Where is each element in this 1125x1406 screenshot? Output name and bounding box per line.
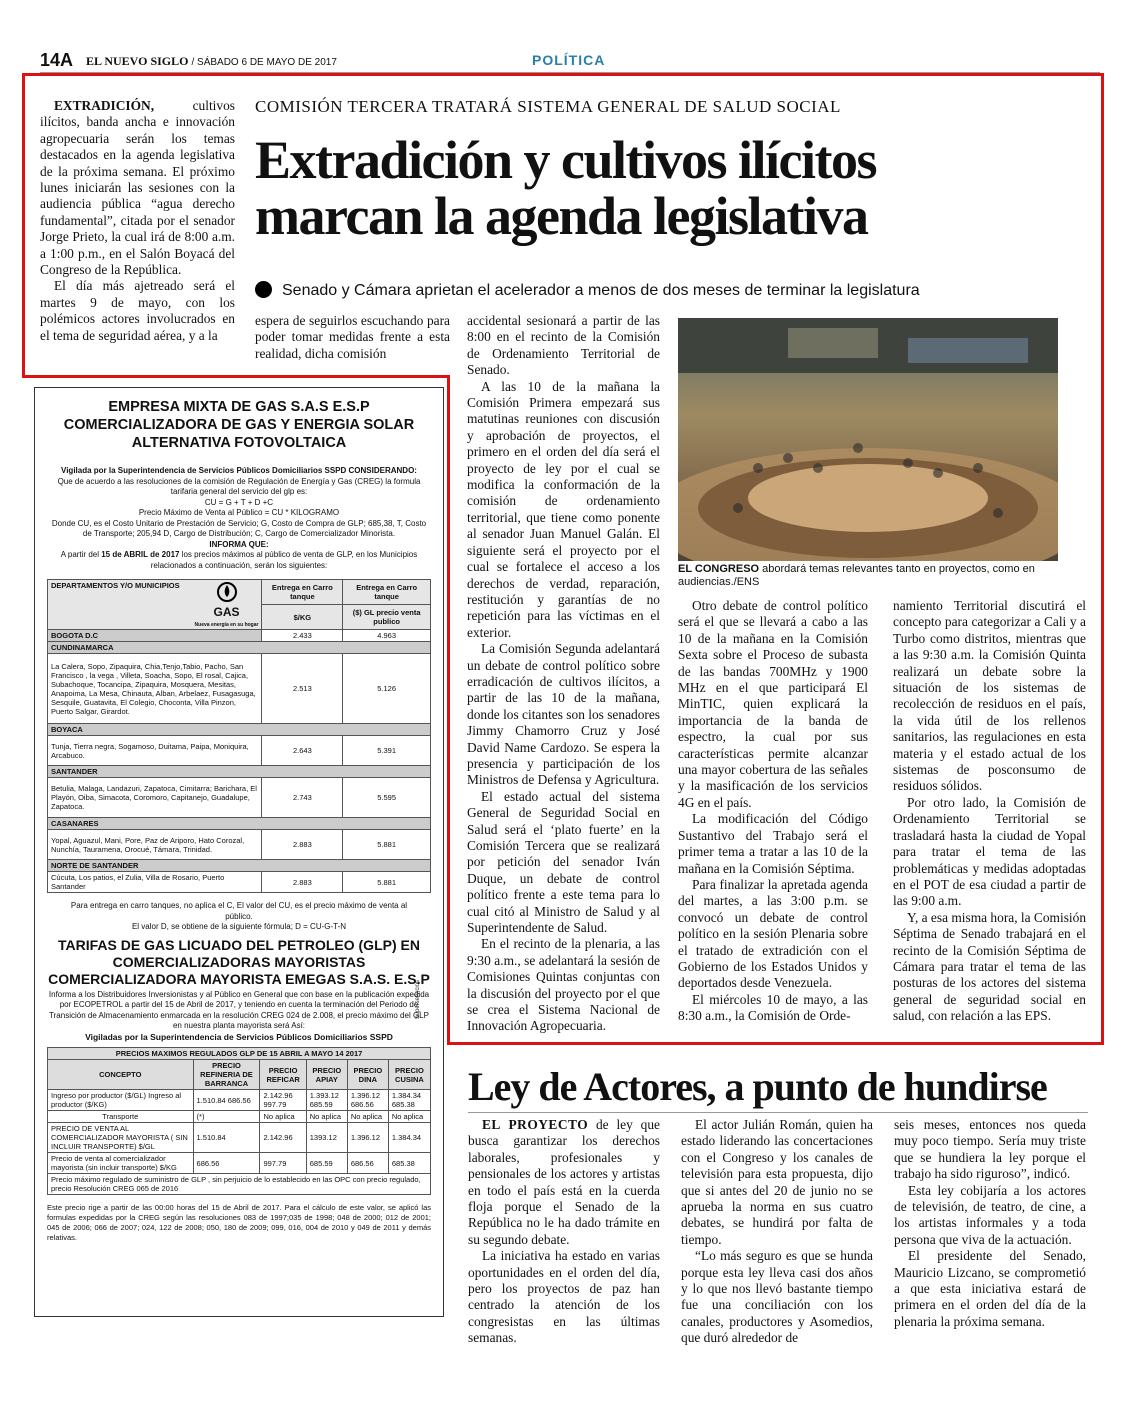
article-col-2: espera de seguirlos escuchando para poder tomar medidas frente a esta realidad, dicha comisión [255, 313, 450, 361]
gas-advertisement [34, 387, 444, 1317]
article2-col-1: EL PROYECTO de ley que busca garantizar los derechos laborales, profesionales y pensionales de los actores y artistas en todo el país está en la cuerda floja porque el Senado de la República no le ha dado trámite en su segundo debate. La iniciativa ha estado en varias oportunidades en el orden del día, pero los proyectos de paz han centrado la atención de los congresistas en las últimas semanas. [468, 1117, 660, 1346]
ad-title: EMPRESA MIXTA DE GAS S.A.S E.S.P COMERCIALIZADORA DE GAS Y ENERGIA SOLAR ALTERNATIVA FOTOVOLTAICA [63, 399, 415, 451]
ad-intro: Vigilada por la Superintendencia de Servicios Públicos Domiciliarios SSPD CONSIDERANDO: Que de acuerdo a las resoluciones de la comisión de Regulación de Energía y Gas (CREG) la formula tarifaria general del servicio del glp es: CU = G + T + D +C Precio Máximo de Venta al Público = CU * KILOGRAMO Donde CU, es el Costo Unitario de Prestación de Servicio; G, Costo de Compra de GLP; 685,38, T, Costo de Transporte; 205,94 D, Cargo de Distribución; C, Cargo de Comercializador Minorista. INFORMA QUE: A partir del 15 de ABRIL de 2017 los precios máximos al público de venta de GLP, en los Municipios relacionados a continuación, serán los siguientes: [51, 466, 427, 570]
highlight-frame-mid [447, 375, 450, 1045]
superservicios-logo: Superservicios [415, 980, 421, 1020]
ad-bottom-note: Este precio rige a partir de las 00:00 horas del 15 de Abril de 2017. Para el cálculo de este valor, se aplicó las formulas expedidas por la CREG según las resoluciones 083 de 1997;035 de 1998; 048 de 2000; 012 de 2001; 045 de 2006; 066 de 2007; 024, 122 de 2008; 050, 180 de 2009; 099, 016, 004 de 2010 y 049 de 2011 y demás relativas. [47, 1203, 431, 1242]
article-headline: Extradición y cultivos ilícitos marcan la agenda legislativa [255, 130, 876, 246]
article-col-3: accidental sesionará a partir de las 8:00 en el recinto de la Comisión de Ordenamiento Territorial de Senado. A las 10 de la mañana la Comisión Primera empezará sus matutinas reuniones con discusión y aprobación de proyectos, el primero en el orden del día será el proyecto de ley por el cual se modifica la conformación de la comisión de ordenamiento territorial, que tiene como ponente al senador Juan Manuel Galán. El siguiente será el proyecto por el cual se fortalece el acceso a los derechos de verdad, reparación, restitución y garantías de no repetición para las víctimas en el exterior. La Comisión Segunda adelantará un debate de control político sobre erradicación de cultivos ilícitos, a partir de las 10 de la mañana, donde los citantes son los senadores Jimmy Chamorro Cruz y José David Name Cardozo. Se espera la presencia y participación de los Ministros de Defensa y Agricultura. El estado actual del sistema General de Seguridad Social en Salud será el ‘plato fuerte’ en la Comisión Tercera que se realizará por petición del senador Iván Duque, un debate de control político frente a este tema para lo cual citó al Ministro de Salud y al Superintendente de Salud. En el recinto de la plenaria, a las 9:30 a.m., se adelantará la sesión de Comisiones Quintas conjuntas con la discusión del proyecto por el que se crea el Sistema Nacional de Innovación Agropecuaria. [467, 313, 661, 1034]
highlight-frame-right [1101, 375, 1104, 1045]
ad-notes: Para entrega en carro tanques, no aplica el C, El valor del CU, es el precio máximo de venta al público. El valor D, se obtiene de la siguiente fórmula; D = CU-G-T-N [70, 901, 408, 931]
article-subhead: Senado y Cámara aprietan el acelerador a menos de dos meses de terminar la legislatura [255, 281, 1055, 300]
price-table-1: DEPARTAMENTOS Y/O MUNICIPIOS GAS Nueva energía en su hogar Entrega en Carro tanque Entrega en Carro tanque $/KG ($) GL precio venta publico BOGOTA D.C 2.433 4.963 CUNDINAMARCA La Calera, Sopo, Zipaquira, Chia,Tenjo,Tabio, Pacho, San Francisco , la vega , Villeta, Soacha, Sopo, El rosal, Cajica, Subachoque, Tocancipa, Zipaquira, Mosquera, Mesitas, Anapoima, La Mesa, Chinauta, Alban, Arbelaez, Fusagasuga, Sesquile, Guatavita, El Colegio, Choconta, Villa Pinzon, Puerto Salgar, Girardot. 2.513 5.126 BOYACA Tunja, Tierra negra, Sogamoso, Duitama, Paipa, Moniquira, Arcabuco. 2.643 5.391 SANTANDER Betulia, Malaga, Landazuri, Zapatoca, Cimitarra; Barichara, El Playón, Oiba, Simacota, Coromoro, Capitanejo, Guadalupe, Zapatoca. 2.743 5.595 CASANARES Yopal, Aguazul, Mani, Pore, Paz de Ariporo, Hato Corozal, Nunchía, Tauramena, Orocué, Támara, Trinidad. 2.883 5.881 NORTE DE SANTANDER Cúcuta, Los patios, el Zulia, Villa de Rosario, Puerto Santander 2.883 5.881 [47, 579, 431, 893]
highlight-frame-bottom-left [22, 375, 450, 378]
article2-headline: Ley de Actores, a punto de hundirse [468, 1064, 1047, 1109]
ad-ecopetrol-text: Informa a los Distribuidores Inversionistas y al Público en General que con base en la publicación expedida por ECOPETROL a partir del 15 de Abril de 2017, y teniendo en cuenta la terminación del Periodo de Transición de Almacenamiento enmarcada en la resolución CREG 024 de 2.008, el precio máximo del GLP en nuestra planta mayorista será Así: Vigiladas por la Superintendencia de Servicios Públicos Domiciliarios SSPD [48, 989, 430, 1042]
article2-col-3: seis meses, entonces nos queda muy poco tiempo. Sería muy triste que se hundiera la ley porque el trabajo ha sido riguroso”, indicó. Esta ley cobijaría a los actores de televisión, de teatro, de cine, a los artistas informales y a toda persona que viva de la actuación. El presidente del Senado, Mauricio Lizcano, se comprometió a que esta iniciativa estará de primera en el orden del día de la plenaria la próxima semana. [894, 1117, 1086, 1329]
article-kicker: COMISIÓN TERCERA TRATARÁ SISTEMA GENERAL DE SALUD SOCIAL [255, 97, 841, 116]
article-col-1: EXTRADICIÓN, cultivos ilícitos, banda ancha e innovación agropecuaria serán los temas destacados en la agenda legislativa de la próxima semana. El próximo lunes iniciarán las sesiones con la audiencia pública “agua derecho fundamental”, citada por el senador Jorge Prieto, la cual irá de 8:00 a.m. a 1:00 p.m., en el Salón Boyacá del Congreso de la República. El día más ajetreado será el martes 9 de mayo, con los polémicos actores involucrados en el tema de seguridad aérea, y a la [40, 98, 235, 343]
article2-col-2: El actor Julián Román, quien ha estado liderando las concertaciones con el Congreso y los canales de televisión para esta propuesta, dijo que si antes del 20 de junio no se aprueba la norma en sus cuatro debates, se hundirá por falta de tiempo. “Lo más seguro es que se hunda porque esta ley lleva casi dos años y lo que nos llevó bastante tiempo fue una conciliación con los canales, productores y Asomedios, que duró alrededor de [681, 1117, 873, 1346]
section-label: POLÍTICA [532, 52, 606, 68]
congress-photo [678, 318, 1058, 561]
gas-logo: GAS Nueva energía en su hogar [195, 581, 259, 628]
highlight-frame-bottom [447, 1042, 1104, 1045]
page-header [40, 50, 1100, 72]
bullet-icon [255, 281, 272, 298]
page-number: 14A [40, 50, 74, 70]
paper-name: EL NUEVO SIGLO / SÁBADO 6 DE MAYO DE 2017 [86, 54, 337, 68]
article-col-5: namiento Territorial discutirá el concepto para categorizar a Cali y a Turbo como distritos, mientras que a las 9:30 a.m. la Comisión Quinta realizará un debate sobre la situación de los sistemas de recolección de residuos en el país, la vida útil de los rellenos sanitarios, las regulaciones en esta materia y el estado actual de los sistemas de posconsumo de residuos sólidos. Por otro lado, la Comisión de Ordenamiento Territorial se trasladará hasta la ciudad de Yopal para tratar el tema de las problemáticas y medidas adoptadas en el POT de esa ciudad a partir de las 9:00 a.m. Y, a esa misma hora, la Comisión Séptima de Senado trabajará en el recinto de la Comisión Séptima de Cámara para tratar el tema de las posturas de los actores del sistema general de seguridad social en salud, con relación a las EPS. [893, 598, 1087, 1024]
article2-rule [468, 1112, 1088, 1113]
price-table-2: PRECIOS MAXIMOS REGULADOS GLP DE 15 ABRIL A MAYO 14 2017 CONCEPTO PRECIO REFINERIA DE BARRANCA PRECIO REFICAR PRECIO APIAY PRECIO DINA PRECIO CUSINA Ingreso por productor ($/GL) Ingreso al productor ($/KG) 1.510.84 686.56 2.142.96 997.79 1.393.12 685.59 1.396.12 686.56 1.384.34 685.38 Transporte (*) No aplica No aplica No aplica No aplica PRECIO DE VENTA AL COMERCIALIZADOR MAYORISTA ( SIN INCLUIR TRANSPORTE) $/GL 1.510.84 2.142.96 1393.12 1.396.12 1.384.34 Precio de venta al comercializador mayorista (sin incluir transporte) $/KG 686.56 997.79 685.59 686.56 685.38 Precio máximo regulado de suministro de GLP , sin perjuicio de lo establecido en las OPC con precio regulado, precio Resolución CREG 065 de 2016 [47, 1047, 431, 1195]
issue-date: / SÁBADO 6 DE MAYO DE 2017 [191, 57, 337, 68]
ad-title-2: TARIFAS DE GAS LICUADO DEL PETROLEO (GLP) EN COMERCIALIZADORAS MAYORISTAS COMERCIALIZADORA MAYORISTA EMEGAS S.A.S. E.S.P [48, 936, 430, 987]
photo-caption: EL CONGRESO abordará temas relevantes tanto en proyectos, como en audiencias./ENS [678, 563, 1035, 588]
article-col-4: Otro debate de control político será el que se llevará a cabo a las 10 de la mañana en la Comisión Sexta sobre el Proceso de subasta de las bandas 700MHz y 1900 MHz en el que participará El MinTIC, quien explicará la importancia de la banda de espectro, la cual por sus características permite alcanzar una mayor cobertura de las señales y la masificación de los servicios 4G en el país. La modificación del Código Sustantivo del Trabajo será el primer tema a tratar a las 10 de la mañana en la Comisión Séptima. Para finalizar la apretada agenda del martes, a las 3:00 p.m. se convocó un debate de control político en la sesión Plenaria sobre el tratado de extradición con el Gobierno de los Estados Unidos y deportados desde Venezuela. El miércoles 10 de mayo, a las 8:30 a.m., la Comisión de Orde- [678, 598, 868, 1024]
